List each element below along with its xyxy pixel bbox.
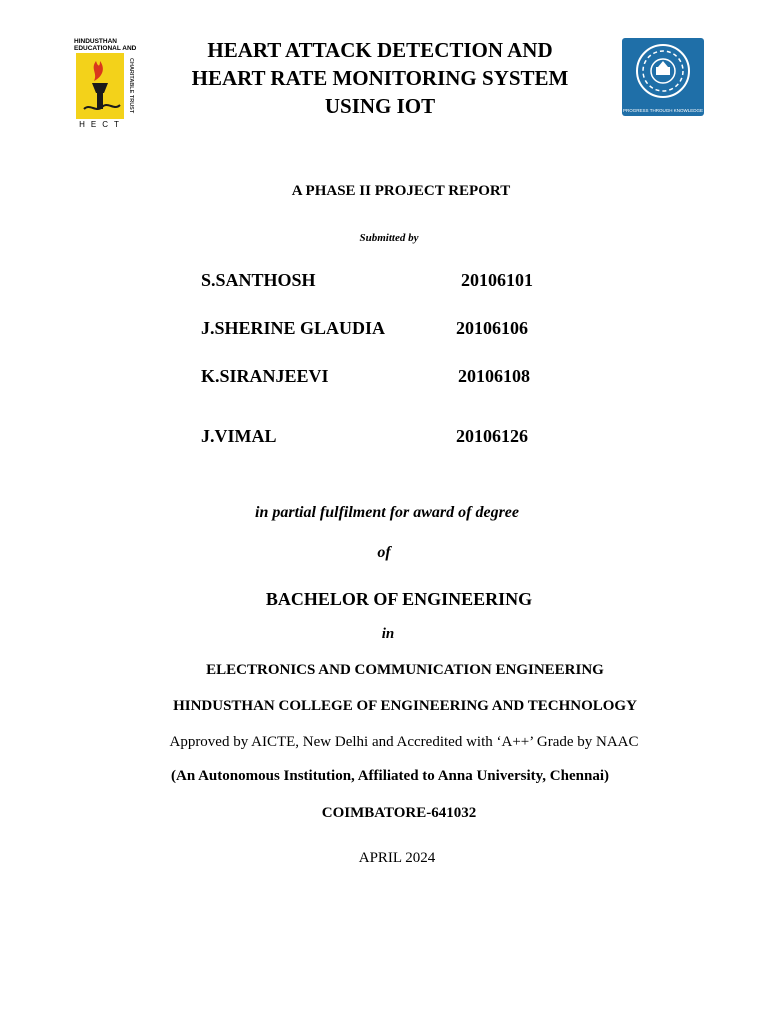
student-id: 20106106 <box>456 318 528 338</box>
student-id: 20106108 <box>458 366 530 386</box>
gear-emblem-icon <box>622 38 704 108</box>
title-line-1: HEART ATTACK DETECTION AND <box>207 38 553 62</box>
report-title <box>150 36 610 120</box>
affiliation-text: (An Autonomous Institution, Affiliated to Anna University, Chennai) <box>171 768 609 784</box>
student-name: J.SHERINE GLAUDIA <box>201 318 386 338</box>
department-name: ELECTRONICS AND COMMUNICATION ENGINEERING <box>206 662 604 678</box>
anna-university-logo <box>622 38 704 116</box>
in-text: in <box>381 626 395 642</box>
degree-name: BACHELOR OF ENGINEERING <box>265 589 533 609</box>
anna-logo-caption: PROGRESS THROUGH KNOWLEDGE <box>623 108 703 113</box>
student-id: 20106126 <box>456 426 528 446</box>
student-id: 20106101 <box>461 270 533 290</box>
approval-text: Approved by AICTE, New Delhi and Accredited with ‘A++’ Grade by NAAC <box>169 734 639 750</box>
title-line-2: HEART RATE MONITORING SYSTEM <box>191 66 569 90</box>
submitted-by-label: Submitted by <box>359 232 419 244</box>
report-type: A PHASE II PROJECT REPORT <box>291 183 511 199</box>
hect-logo-side-text: CHARITABLE TRUST <box>128 58 134 114</box>
hect-logo <box>74 38 138 130</box>
hect-logo-top-text: HINDUSTHAN EDUCATIONAL AND <box>74 38 137 52</box>
fulfilment-text: in partial fulfilment for award of degree <box>255 504 519 521</box>
college-name: HINDUSTHAN COLLEGE OF ENGINEERING AND TECHNOLOGY <box>173 698 637 714</box>
of-text: of <box>377 544 391 561</box>
location-text: COIMBATORE-641032 <box>321 805 477 821</box>
report-date: APRIL 2024 <box>358 850 436 866</box>
student-name: J.VIMAL <box>201 426 277 446</box>
student-name: K.SIRANJEEVI <box>201 366 329 386</box>
student-name: S.SANTHOSH <box>201 270 316 290</box>
torch-icon <box>76 53 124 119</box>
hect-logo-bottom-text: HECT <box>79 120 125 129</box>
title-line-3: USING IOT <box>324 94 436 118</box>
